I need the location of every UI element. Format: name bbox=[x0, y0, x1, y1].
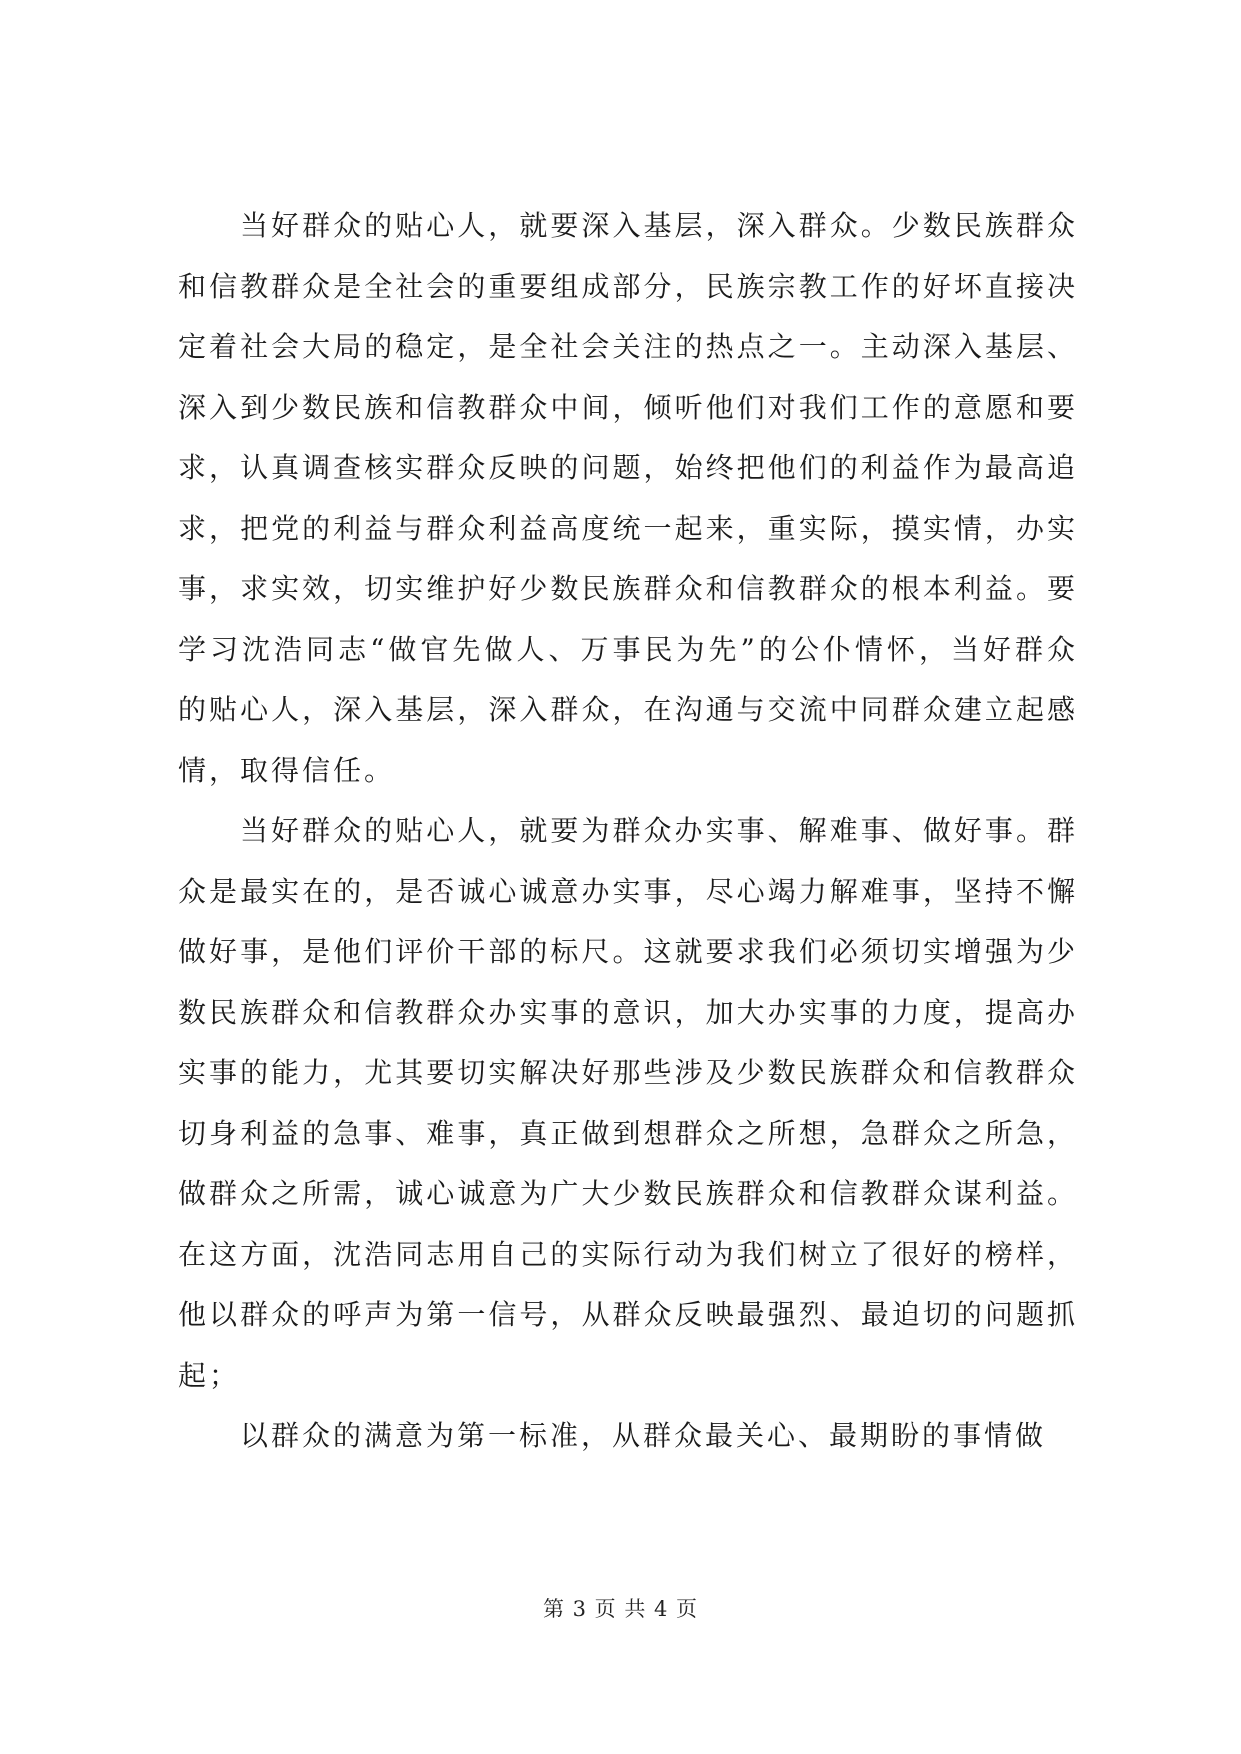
paragraph-2: 当好群众的贴心人，就要为群众办实事、解难事、做好事。群众是最实在的，是否诚心诚意办实事，尽心竭力解难事，坚持不懈做好事，是他们评价干部的标尺。这就要求我们必须切实增强为少数民族群众和信教群众办实事的意识，加大办实事的力度，提高办实事的能力，尤其要切实解决好那些涉及少数民族群众和信教群众切身利益的急事、难事，真正做到想群众之所想，急群众之所急，做群众之所需，诚心诚意为广大少数民族群众和信教群众谋利益。在这方面，沈浩同志用自己的实际行动为我们树立了很好的榜样，他以群众的呼声为第一信号，从群众反映最强烈、最迫切的问题抓起； bbox=[178, 814, 1078, 1392]
document-body bbox=[178, 196, 1078, 1467]
page-number-footer: 第 3 页 共 4 页 bbox=[542, 1597, 699, 1621]
paragraph-1: 当好群众的贴心人，就要深入基层，深入群众。少数民族群众和信教群众是全社会的重要组成部分，民族宗教工作的好坏直接决定着社会大局的稳定，是全社会关注的热点之一。主动深入基层、深入到少数民族和信教群众中间，倾听他们对我们工作的意愿和要求，认真调查核实群众反映的问题，始终把他们的利益作为最高追求，把党的利益与群众利益高度统一起来，重实际，摸实情，办实事，求实效，切实维护好少数民族群众和信教群众的根本利益。要学习沈浩同志“做官先做人、万事民为先”的公仆情怀，当好群众的贴心人，深入基层，深入群众，在沟通与交流中同群众建立起感情，取得信任。 bbox=[178, 209, 1078, 787]
paragraph-3: 以群众的满意为第一标准，从群众最关心、最期盼的事情做 bbox=[240, 1419, 1047, 1452]
